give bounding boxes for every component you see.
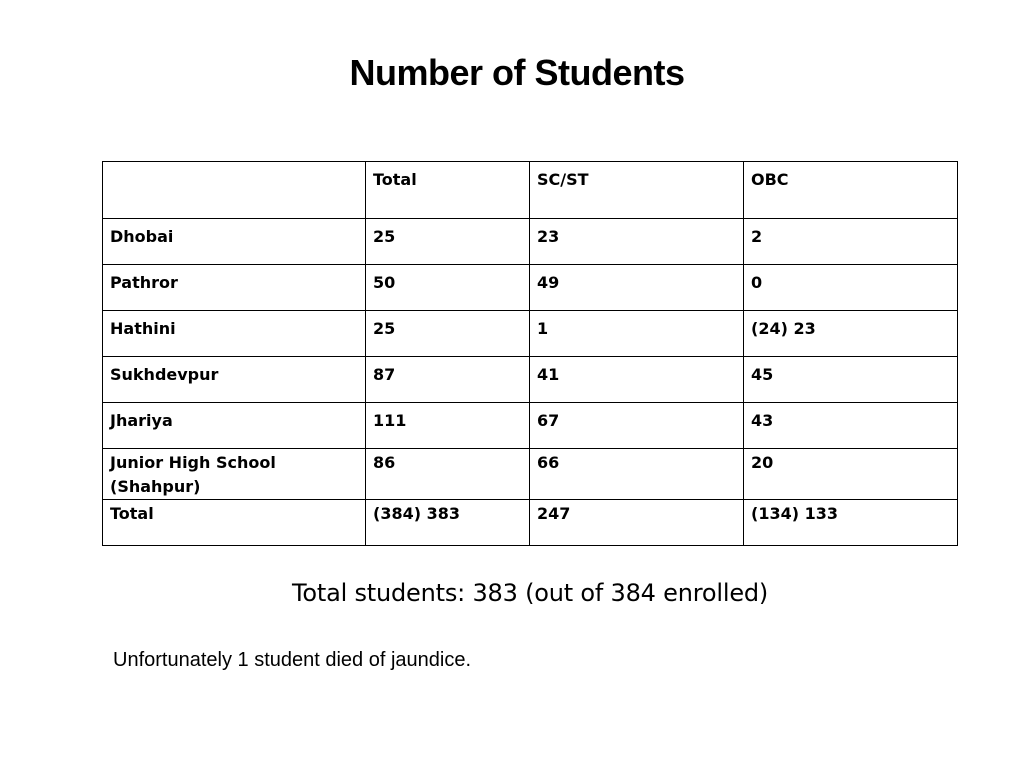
table-row <box>103 265 958 311</box>
cell-total: 111 <box>366 403 530 449</box>
row-label: Dhobai <box>103 219 366 265</box>
cell-obc: (134) 133 <box>744 500 958 546</box>
header-cell-scst: SC/ST <box>530 162 744 219</box>
table-row <box>103 357 958 403</box>
cell-scst: 66 <box>530 449 744 500</box>
row-label: Hathini <box>103 311 366 357</box>
table-row <box>103 311 958 357</box>
header-cell-obc: OBC <box>744 162 958 219</box>
cell-scst: 1 <box>530 311 744 357</box>
cell-obc: 45 <box>744 357 958 403</box>
cell-total: 86 <box>366 449 530 500</box>
page-title: Number of Students <box>349 52 685 93</box>
table-total-row <box>103 500 958 546</box>
header-cell-empty <box>103 162 366 219</box>
cell-total: (384) 383 <box>366 500 530 546</box>
row-label: Pathror <box>103 265 366 311</box>
table-header-row <box>103 162 958 219</box>
cell-obc: 43 <box>744 403 958 449</box>
cell-total: 87 <box>366 357 530 403</box>
students-table <box>102 161 958 546</box>
cell-total: 25 <box>366 311 530 357</box>
jaundice-note: Unfortunately 1 student died of jaundice. <box>113 649 472 671</box>
total-students-summary: Total students: 383 (out of 384 enrolled) <box>292 579 769 607</box>
cell-scst: 67 <box>530 403 744 449</box>
cell-scst: 41 <box>530 357 744 403</box>
cell-obc: (24) 23 <box>744 311 958 357</box>
row-label: Jhariya <box>103 403 366 449</box>
row-label: Sukhdevpur <box>103 357 366 403</box>
cell-total: 25 <box>366 219 530 265</box>
cell-obc: 20 <box>744 449 958 500</box>
table-row <box>103 219 958 265</box>
cell-scst: 23 <box>530 219 744 265</box>
cell-scst: 247 <box>530 500 744 546</box>
row-label: Junior High School (Shahpur) <box>103 449 366 500</box>
cell-obc: 0 <box>744 265 958 311</box>
cell-obc: 2 <box>744 219 958 265</box>
table-row <box>103 449 958 500</box>
table-row <box>103 403 958 449</box>
cell-scst: 49 <box>530 265 744 311</box>
header-cell-total: Total <box>366 162 530 219</box>
row-label: Total <box>103 500 366 546</box>
cell-total: 50 <box>366 265 530 311</box>
